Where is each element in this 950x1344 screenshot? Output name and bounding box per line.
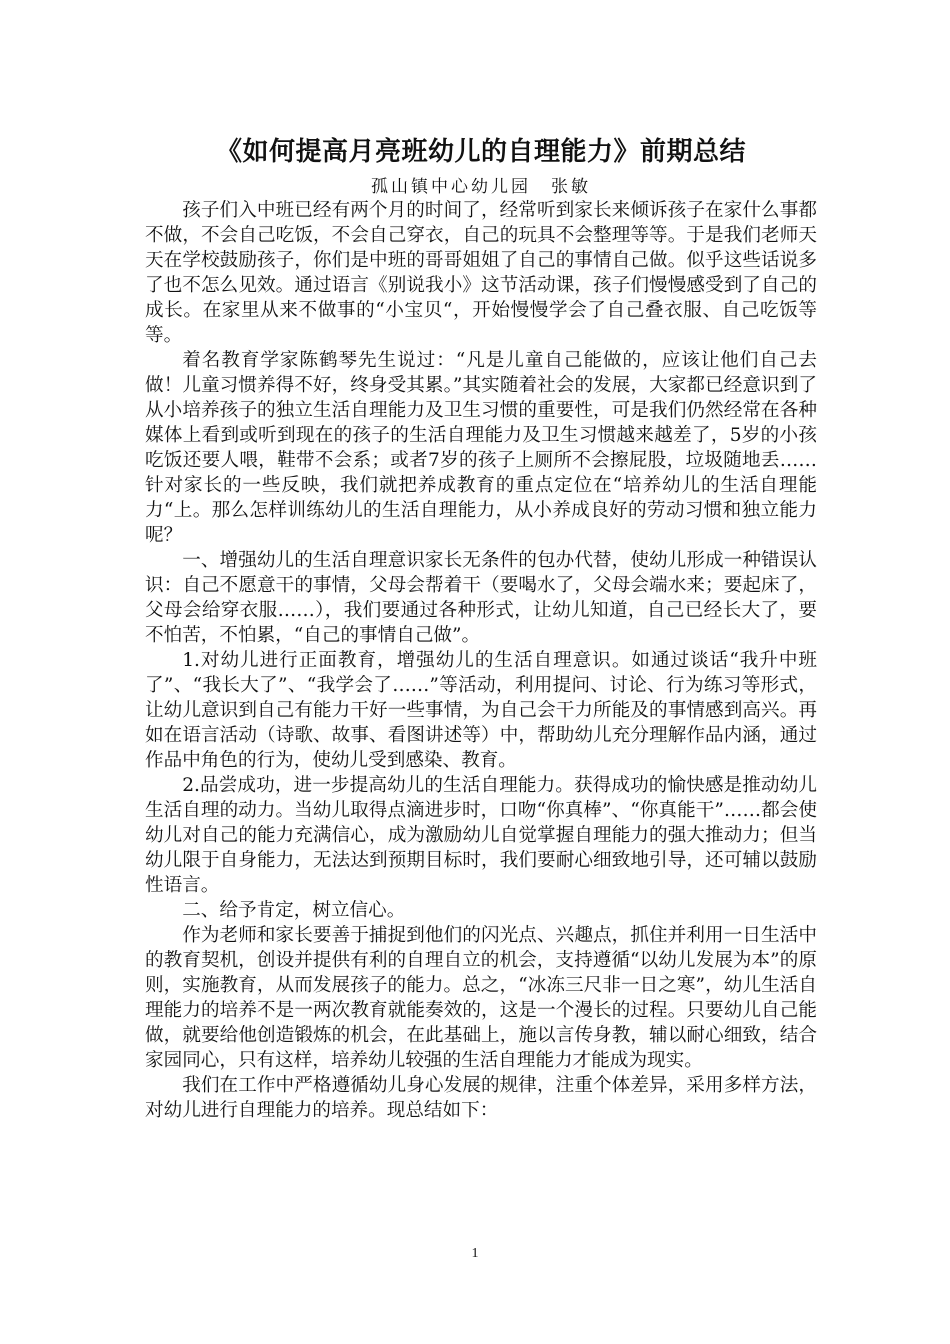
page-number: 1 bbox=[471, 1246, 479, 1261]
paragraph: 着名教育学家陈鹤琴先生说过：“凡是儿童自己能做的，应该让他们自己去做！儿童习惯养得不好，终身受其累。”其实随着社会的发展，大家都已经意识到了从小培养孩子的独立生活自理能力及卫生习惯的重要性，可是我们仍然经常在各种媒体上看到或听到现在的孩子的生活自理能力及卫生习惯越来越差了，5岁的小孩吃饭还要人喂，鞋带不会系；或者7岁的孩子上厕所不会擦屁股，垃圾随地丢……针对家长的一些反映，我们就把养成教育的重点定位在“培养幼儿的生活自理能力“上。那么怎样训练幼儿的生活自理能力，从小养成良好的劳动习惯和独立能力呢？ bbox=[145, 350, 817, 546]
paragraph: 作为老师和家长要善于捕捉到他们的闪光点、兴趣点，抓住并利用一日生活中的教育契机，创设并提供有利的自理自立的机会，支持遵循“以幼儿发展为本”的原则，实施教育，从而发展孩子的能力。总之，“冰冻三尺非一日之寒”，幼儿生活自理能力的培养不是一两次教育就能奏效的，这是一个漫长的过程。只要幼儿自己能做，就要给他创造锻炼的机会，在此基础上，施以言传身教，辅以耐心细致，结合家园同心，只有这样，培养幼儿较强的生活自理能力才能成为现实。 bbox=[145, 925, 817, 1071]
paragraph: 我们在工作中严格遵循幼儿身心发展的规律，注重个体差异，采用多样方法，对幼儿进行自理能力的培养。现总结如下： bbox=[145, 1075, 817, 1121]
paragraph: 1.对幼儿进行正面教育，增强幼儿的生活自理意识。如通过谈话“我升中班了”、“我长大了”、“我学会了……”等活动，利用提问、讨论、行为练习等形式，让幼儿意识到自己有能力干好一些事情，为自己会干力所能及的事情感到高兴。再如在语言活动（诗歌、故事、看图讲述等）中，帮助幼儿充分理解作品内涵，通过作品中角色的行为，使幼儿受到感染、教育。 bbox=[145, 650, 817, 771]
document-content bbox=[145, 136, 817, 1123]
author-byline: 孤山镇中心幼儿园 张敏 bbox=[371, 177, 591, 197]
document-body bbox=[145, 198, 817, 1123]
paragraph: 孩子们入中班已经有两个月的时间了，经常听到家长来倾诉孩子在家什么事都不做，不会自己吃饭，不会自己穿衣，自己的玩具不会整理等等。于是我们老师天天在学校鼓励孩子，你们是中班的哥哥姐姐了自己的事情自己做。似乎这些话说多了也不怎么见效。通过语言《别说我小》这节活动课，孩子们慢慢感受到了自己的成长。在家里从来不做事的“小宝贝“，开始慢慢学会了自己叠衣服、自己吃饭等等。 bbox=[145, 200, 817, 346]
paragraph: 一、增强幼儿的生活自理意识家长无条件的包办代替，使幼儿形成一种错误认识：自己不愿意干的事情，父母会帮着干（要喝水了，父母会端水来；要起床了，父母会给穿衣服……），我们要通过各种形式，让幼儿知道，自己已经长大了，要不怕苦，不怕累，“自己的事情自己做”。 bbox=[145, 550, 817, 646]
section-heading: 二、给予肯定，树立信心。 bbox=[182, 900, 406, 921]
paragraph: 2.品尝成功，进一步提高幼儿的生活自理能力。获得成功的愉快感是推动幼儿生活自理的动力。当幼儿取得点滴进步时，口吻“你真棒”、“你真能干”……都会使幼儿对自己的能力充满信心，成为激励幼儿自觉掌握自理能力的强大推动力；但当幼儿限于自身能力，无法达到预期目标时，我们要耐心细致地引导，还可辅以鼓励性语言。 bbox=[145, 775, 817, 896]
document-title: 《如何提高月亮班幼儿的自理能力》前期总结 bbox=[215, 137, 746, 167]
